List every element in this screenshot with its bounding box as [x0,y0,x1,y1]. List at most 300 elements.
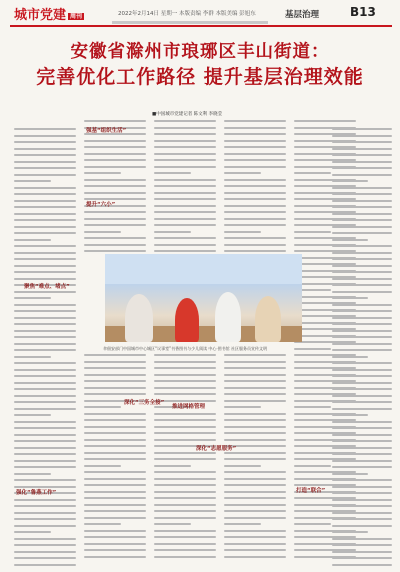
text-line [154,380,216,382]
text-line [84,549,146,551]
text-line [332,167,392,169]
text-line [224,478,286,480]
text-line [224,439,286,441]
text-line [224,374,286,376]
text-line [14,453,76,455]
text-line [14,323,76,325]
text-line [224,504,286,506]
text-line [332,434,392,436]
text-line [84,530,146,532]
text-line [332,317,392,319]
text-line [224,244,286,246]
text-line [84,432,146,434]
text-line [154,543,216,545]
text-line [332,226,392,228]
subhead-2: 提升“六小” [86,202,116,208]
text-line [154,120,216,122]
text-line [332,206,392,208]
text-line [224,231,261,233]
text-line [14,408,76,410]
text-line [154,205,216,207]
text-line [332,148,392,150]
header-divider [112,21,268,24]
text-line [332,343,392,345]
headline-line-1: 安徽省滁州市琅琊区丰山街道： [70,42,330,62]
text-line [154,244,216,246]
text-line [14,505,76,507]
text-line [154,458,216,460]
text-line [84,510,146,512]
text-line [14,356,51,358]
text-line [332,356,368,358]
text-line [14,395,76,397]
section-name: 基层治理 [285,10,320,20]
text-line [332,323,392,325]
photo-child [175,298,199,342]
text-line [154,211,216,213]
text-line [332,252,392,254]
text-line [14,427,76,429]
text-line [84,556,146,558]
text-line [154,166,216,168]
text-line [224,387,286,389]
text-line [14,499,76,501]
text-line [332,460,392,462]
text-line [84,523,121,525]
text-line [294,406,331,408]
text-line [84,159,146,161]
text-line [14,148,76,150]
text-line [14,557,76,559]
text-line [332,421,392,423]
text-line [154,517,216,519]
text-line [154,413,216,415]
text-line [224,484,286,486]
text-line [154,159,216,161]
text-line [224,367,286,369]
text-line [14,538,76,540]
text-line [224,406,261,408]
text-line [154,393,216,395]
text-line [154,523,191,525]
text-line [84,361,146,363]
text-line [332,128,392,130]
text-line [224,380,286,382]
text-line [84,413,146,415]
text-line [154,426,216,428]
text-line [84,367,146,369]
text-line [224,536,286,538]
text-line [14,297,51,299]
text-line [224,166,286,168]
header-rule [10,25,392,27]
text-line [14,440,76,442]
text-line [14,531,51,533]
text-line [14,310,76,312]
text-line [14,128,76,130]
text-line [332,440,392,442]
photo-child [255,296,281,342]
text-line [224,237,286,239]
text-line [154,439,216,441]
brand-logo [14,4,84,23]
text-line [224,224,286,226]
text-line [224,120,286,122]
subhead-3: 聚焦“难点、堵点” [24,284,70,290]
text-line [14,213,76,215]
text-line [154,419,216,421]
text-line [84,224,146,226]
text-line [154,354,216,356]
text-line [332,564,392,566]
text-line [224,419,286,421]
subhead-6: 强化“鲁燕工作” [16,490,57,496]
text-line [84,185,146,187]
text-line [332,375,392,377]
text-line [332,213,392,215]
text-line [332,479,392,481]
text-line [84,504,146,506]
text-line [224,146,286,148]
text-line [332,278,392,280]
text-line [332,161,392,163]
text-line [84,153,146,155]
text-line [154,510,216,512]
text-line [14,447,76,449]
text-line [84,445,146,447]
text-line [14,336,76,338]
text-line [84,406,121,408]
text-line [14,369,76,371]
text-line [224,471,286,473]
text-column-1 [14,128,76,570]
text-line [84,497,146,499]
text-line [154,218,216,220]
text-line [332,518,392,520]
text-line [332,154,392,156]
text-line [332,408,392,410]
text-line [224,549,286,551]
text-line [84,146,146,148]
text-line [224,179,286,181]
text-line [154,172,191,174]
text-line [14,232,76,234]
subhead-7: 深化“志愿服务” [196,446,237,452]
text-line [84,231,121,233]
text-line [84,244,146,246]
text-line [154,237,216,239]
text-line [154,250,216,252]
text-line [224,185,286,187]
text-line [294,120,356,122]
text-line [224,159,286,161]
text-line [154,140,216,142]
text-line [332,284,392,286]
text-line [332,453,392,455]
subhead-1: 强基“组织生活” [86,128,127,134]
text-line [224,413,286,415]
text-line [154,153,216,155]
text-line [14,206,76,208]
text-line [154,530,216,532]
text-line [332,369,392,371]
text-line [84,374,146,376]
text-line [14,291,76,293]
text-line [14,200,76,202]
text-line [84,465,121,467]
text-line [14,219,76,221]
text-line [332,265,392,267]
text-line [224,127,286,129]
text-line [224,153,286,155]
text-line [84,192,146,194]
text-line [154,491,216,493]
text-line [14,460,76,462]
text-line [224,198,286,200]
text-line [294,172,331,174]
text-line [154,361,216,363]
text-line [332,349,392,351]
text-line [14,349,76,351]
classroom-photo [105,254,302,342]
text-line [224,192,286,194]
photo-child [215,292,241,342]
text-line [84,458,146,460]
photo-child [125,294,153,342]
text-line [84,491,146,493]
text-line [332,362,392,364]
text-line [332,297,368,299]
text-line [154,497,216,499]
text-line [14,544,76,546]
photo-wall [105,254,302,284]
text-line [84,484,146,486]
brand-name: 城市党建 [14,8,67,23]
text-line [154,192,216,194]
text-line [14,388,76,390]
subhead-8: 打造“联合” [296,488,326,494]
text-line [14,551,76,553]
text-line [332,141,392,143]
text-line [84,393,146,395]
text-line [224,523,261,525]
text-line [332,395,392,397]
text-line [332,336,392,338]
text-column-6 [332,128,392,570]
text-line [154,465,191,467]
subhead-4: 深化“三务全接” [124,400,165,406]
text-line [14,421,76,423]
text-line [84,380,146,382]
text-line [224,172,261,174]
text-line [332,174,392,176]
text-line [84,250,146,252]
text-line [14,258,76,260]
text-line [84,387,146,389]
text-line [14,525,76,527]
text-line [14,304,76,306]
text-line [154,133,216,135]
text-line [84,426,146,428]
subhead-5: 推进网格管理 [172,404,206,410]
text-line [224,510,286,512]
text-line [224,543,286,545]
text-line [224,465,261,467]
text-line [332,473,368,475]
text-line [14,161,76,163]
text-line [332,258,392,260]
text-line [84,452,146,454]
text-line [332,219,392,221]
text-line [84,218,146,220]
photo-caption: 伞佃安部门中国城市中心城区“议事堂”书香图书与少儿阅读 中心·图书馆 社区服务员宣传文明 [103,346,267,351]
text-line [84,536,146,538]
text-line [332,291,392,293]
text-line [154,478,216,480]
text-line [224,400,286,402]
text-line [294,465,331,467]
text-line [332,447,392,449]
text-line [14,193,76,195]
text-line [332,304,392,306]
text-line [14,180,51,182]
text-line [14,375,76,377]
text-line [332,310,392,312]
text-line [224,354,286,356]
text-line [14,154,76,156]
text-line [332,200,392,202]
text-line [332,401,392,403]
text-line [154,484,216,486]
text-line [332,330,392,332]
text-line [332,414,368,416]
text-line [154,146,216,148]
text-line [294,231,331,233]
text-line [224,218,286,220]
text-line [14,414,51,416]
text-line [332,505,392,507]
text-line [84,478,146,480]
brand-tag: 周刊 [70,13,83,20]
text-line [84,419,146,421]
text-line [84,354,146,356]
page-number: B13 [350,5,376,19]
text-line [14,401,76,403]
headline-line-2: 完善优化工作路径 提升基层治理效能 [36,66,364,88]
text-line [154,185,216,187]
text-line [154,224,216,226]
text-line [84,471,146,473]
text-line [332,427,392,429]
text-line [14,479,76,481]
text-line [224,361,286,363]
text-line [154,367,216,369]
text-line [14,141,76,143]
text-line [332,466,392,468]
text-line [14,245,76,247]
text-line [224,517,286,519]
text-line [224,211,286,213]
text-line [294,523,331,525]
text-line [14,518,76,520]
text-line [332,499,392,501]
text-line [224,393,286,395]
text-line [154,556,216,558]
text-line [14,265,76,267]
text-line [154,179,216,181]
text-line [14,473,51,475]
text-line [332,544,392,546]
text-line [14,187,76,189]
text-line [224,491,286,493]
text-line [154,374,216,376]
text-line [154,471,216,473]
text-line [14,174,76,176]
text-line [14,466,76,468]
text-line [332,525,392,527]
text-line [154,127,216,129]
text-line [14,382,76,384]
text-line [332,512,392,514]
text-line [84,140,146,142]
byline: ■中国城市党建记者 陈文利 李晓莹 [152,112,223,117]
text-line [14,564,76,566]
text-line [14,135,76,137]
text-line [14,239,51,241]
text-line [14,167,76,169]
text-line [84,439,146,441]
text-line [154,387,216,389]
text-line [84,543,146,545]
text-line [84,166,146,168]
text-line [224,530,286,532]
text-line [14,278,76,280]
text-line [154,549,216,551]
text-line [332,486,392,488]
text-line [224,426,286,428]
text-line [332,557,392,559]
text-line [332,551,392,553]
text-line [224,205,286,207]
text-line [332,239,368,241]
text-line [84,179,146,181]
text-line [332,135,392,137]
text-line [14,226,76,228]
text-line [154,231,191,233]
text-line [332,232,392,234]
text-line [224,250,286,252]
text-line [84,172,121,174]
text-line [154,432,216,434]
text-line [332,388,392,390]
text-line [14,362,76,364]
text-line [332,538,392,540]
text-line [154,536,216,538]
text-line [84,237,146,239]
text-line [224,133,286,135]
text-line [14,512,76,514]
text-line [14,271,76,273]
text-line [14,434,76,436]
text-line [332,492,392,494]
text-line [332,245,392,247]
text-line [224,458,286,460]
text-line [14,317,76,319]
text-line [154,504,216,506]
text-line [332,531,368,533]
text-line [332,180,368,182]
text-line [224,556,286,558]
